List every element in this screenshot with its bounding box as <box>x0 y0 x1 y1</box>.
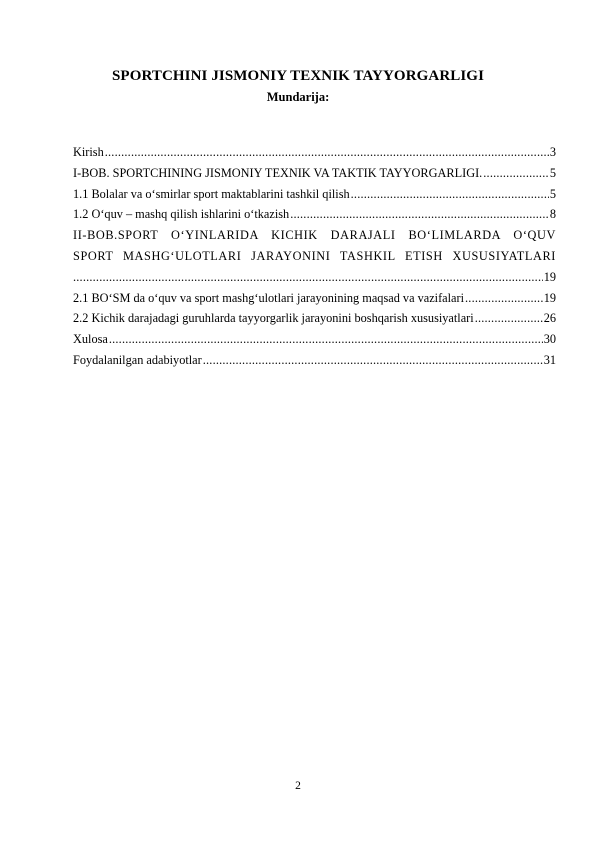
table-of-contents <box>73 142 556 371</box>
toc-entry-text: Kirish <box>73 145 104 159</box>
dot-leader <box>109 329 543 350</box>
toc-entry-conclusion[interactable] <box>73 329 556 350</box>
toc-entry-section-2-1[interactable] <box>73 288 556 309</box>
toc-entry-introduction[interactable] <box>73 142 556 163</box>
toc-heading: Mundarija: <box>266 90 330 104</box>
toc-entry-section-1-2[interactable] <box>73 204 556 225</box>
toc-entry-text: 2.1 BO‘SM da o‘quv va sport mashg‘ulotlari jarayonining maqsad va vazifalari <box>73 290 465 305</box>
toc-entry-text-line-2: SPORT MASHG‘ULOTLARI JARAYONINI TASHKIL ETISH XUSUSIYATLARI <box>73 248 556 263</box>
toc-entry-text: 2.2 Kichik darajadagi guruhlarda tayyorgarlik jarayonini boshqarish xususiyatlari <box>73 311 474 326</box>
dot-leader <box>105 142 549 163</box>
dot-leader <box>475 308 543 329</box>
toc-entry-chapter-1[interactable] <box>73 163 556 184</box>
toc-entry-page: 30 <box>543 332 556 347</box>
toc-entry-page: 3 <box>549 145 556 159</box>
dot-leader <box>465 288 543 309</box>
toc-entry-text-line-1: II-BOB.SPORT O‘YINLARIDA KICHIK DARAJALI BO‘LIMLARDA O‘QUV <box>73 228 556 243</box>
dot-leader <box>351 184 549 205</box>
dot-leader <box>73 267 543 288</box>
toc-entry-references[interactable] <box>73 350 556 371</box>
toc-entry-page: 5 <box>549 165 556 180</box>
toc-entry-section-2-2[interactable] <box>73 308 556 329</box>
dot-leader <box>203 350 543 371</box>
toc-entry-page: 19 <box>543 269 556 284</box>
toc-entry-section-1-1[interactable] <box>73 184 556 205</box>
page-number: 2 <box>295 780 301 792</box>
toc-entry-chapter-2[interactable] <box>73 225 556 287</box>
toc-entry-page: 19 <box>543 290 556 305</box>
toc-entry-text: 1.2 O‘quv – mashq qilish ishlarini o‘tkazish <box>73 207 290 222</box>
dot-leader <box>483 163 549 184</box>
toc-entry-text: Foydalanilgan adabiyotlar <box>73 352 202 367</box>
toc-entry-page: 31 <box>543 352 556 367</box>
toc-entry-page: 8 <box>549 207 556 222</box>
toc-entry-text: Xulosa <box>73 332 108 347</box>
toc-entry-page: 5 <box>549 186 556 201</box>
dot-leader <box>290 204 549 225</box>
document-title: SPORTCHINI JISMONIY TEXNIK TAYYORGARLIGI <box>111 68 485 84</box>
toc-entry-text: 1.1 Bolalar va o‘smirlar sport maktablarini tashkil qilish <box>73 186 350 201</box>
toc-entry-page: 26 <box>543 311 556 326</box>
toc-entry-leader-line <box>73 267 556 288</box>
toc-entry-text: I-BOB. SPORTCHINING JISMONIY TEXNIK VA TAKTIK TAYYORGARLIGI. <box>73 165 483 180</box>
